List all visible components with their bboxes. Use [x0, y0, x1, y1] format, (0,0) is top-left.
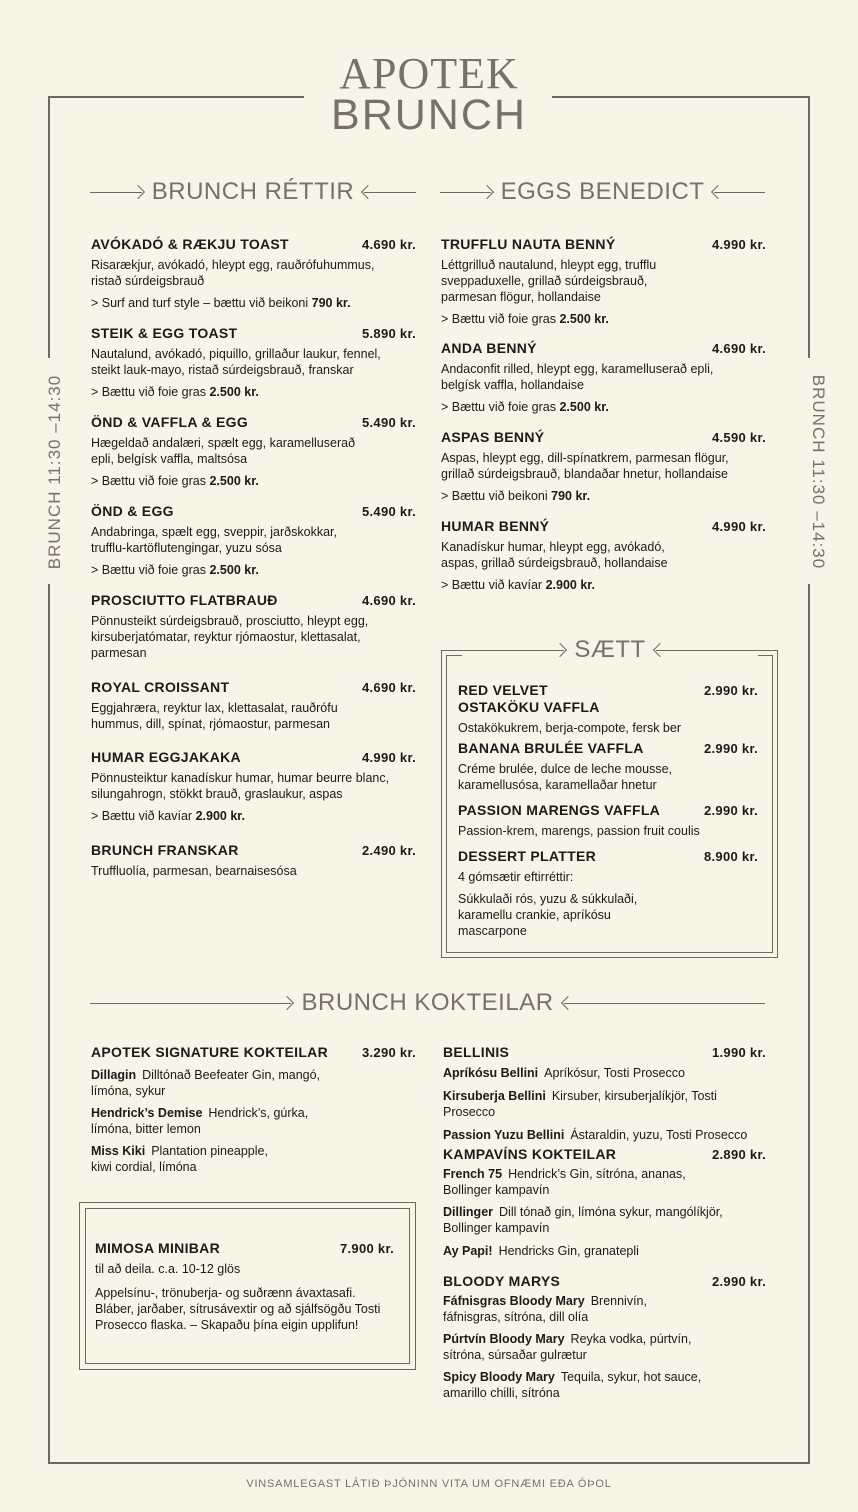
- frame-bottom: [48, 1462, 810, 1464]
- menu-item: DESSERT PLATTER 8.900 kr. 4 gómsætir eftirréttir: Súkkulaði rós, yuzu & súkkulaði, karamellu crankie, apríkósu mascarpone: [458, 848, 758, 938]
- section-brunch-rettir: BRUNCH RÉTTIR: [90, 178, 416, 206]
- arrow-right-icon: [90, 192, 142, 193]
- menu-item: RED VELVET OSTAKÖKU VAFFLA 2.990 kr. Ostakökukrem, berja-compote, fersk ber: [458, 682, 758, 735]
- menu-item: BRUNCH FRANSKAR 2.490 kr. Truffluolía, parmesan, bearnaisesósa: [91, 842, 416, 878]
- arrow-right-icon: [90, 1003, 291, 1004]
- menu-item: AVÓKADÓ & RÆKJU TOAST 4.690 kr. Risarækjur, avókadó, hleypt egg, rauðrófuhummus, ristað súrdeigsbrauð > Surf and turf style – bættu við beikoni 790 kr.: [91, 236, 416, 310]
- section-eggs-benedict: EGGS BENEDICT: [440, 178, 765, 206]
- menu-item: ANDA BENNÝ 4.690 kr. Andaconfit rilled, hleypt egg, karamelluserað epli, belgísk vaffla, hollandaise > Bættu við foie gras 2.500 kr.: [441, 340, 766, 414]
- side-hours-right: BRUNCH 11:30 –14:30: [809, 374, 829, 570]
- section-kokteilar: BRUNCH KOKTEILAR: [90, 989, 765, 1017]
- section-saett: SÆTT: [462, 636, 758, 664]
- menu-item: PROSCIUTTO FLATBRAUÐ 4.690 kr. Pönnusteikt súrdeigsbrauð, prosciutto, hleypt egg, kirsuberjatómatar, reyktur rjómaostur, klettasalat, parmesan: [91, 592, 416, 660]
- menu-item: BELLINIS 1.990 kr. Apríkósu Bellini Apríkósur, Tosti Prosecco Kirsuberja Bellini Kirsuber, kirsuberjalíkjör, Tosti Prosecco Passion Yuzu Bellini Ástaraldin, yuzu, Tosti Prosecco: [443, 1044, 766, 1142]
- arrow-right-icon: [462, 650, 564, 651]
- arrow-left-icon: [564, 1003, 765, 1004]
- arrow-right-icon: [440, 192, 491, 193]
- menu-item: ROYAL CROISSANT 4.690 kr. Eggjahræra, reyktur lax, klettasalat, rauðrófu hummus, dill, spínat, rjómaostur, parmesan: [91, 679, 416, 731]
- arrow-left-icon: [656, 650, 758, 651]
- logo: APOTEK: [339, 49, 519, 98]
- frame-right-bottom: [808, 584, 810, 1464]
- menu-item: ASPAS BENNÝ 4.590 kr. Aspas, hleypt egg, dill-spínatkrem, parmesan flögur, grillað súrdeigsbrauð, blandaðar hnetur, hollandaise > Bættu við beikoni 790 kr.: [441, 429, 766, 503]
- allergy-notice: VINSAMLEGAST LÁTIÐ ÞJÓNINN VITA UM OFNÆMI EÐA ÓÞOL: [246, 1478, 612, 1490]
- menu-item: STEIK & EGG TOAST 5.890 kr. Nautalund, avókadó, piquillo, grillaður laukur, fennel, steikt lauk-mayo, ristað súrdeigsbrauð, franskar > Bættu við foie gras 2.500 kr.: [91, 325, 416, 399]
- menu-item: BLOODY MARYS 2.990 kr. Fáfnisgras Bloody Mary Brennivín, fáfnisgras, sítróna, dill olía Púrtvín Bloody Mary Reyka vodka, púrtvín, sítróna, súrsaðar gulrætur Spicy Bloody Mary Tequila, sykur, hot sauce, amarillo chilli, sítróna: [443, 1273, 766, 1400]
- menu-item: ÖND & VAFFLA & EGG 5.490 kr. Hægeldað andalæri, spælt egg, karamelluserað epli, belgísk vaffla, maltsósa > Bættu við foie gras 2.500 kr.: [91, 414, 416, 488]
- menu-item: PASSION MARENGS VAFFLA 2.990 kr. Passion-krem, marengs, passion fruit coulis: [458, 802, 758, 838]
- menu-item: ÖND & EGG 5.490 kr. Andabringa, spælt egg, sveppir, jarðskokkar, trufflu-kartöflutengingar, yuzu sósa > Bættu við foie gras 2.500 kr.: [91, 503, 416, 577]
- arrow-left-icon: [364, 192, 416, 193]
- menu-item: APOTEK SIGNATURE KOKTEILAR 3.290 kr. Dillagin Dilltónað Beefeater Gin, mangó, límóna, sykur Hendrick’s Demise Hendrick’s, gúrka, límóna, bitter lemon Miss Kiki Plantation pineapple, kiwi cordial, límóna: [91, 1044, 416, 1174]
- menu-item: HUMAR BENNÝ 4.990 kr. Kanadískur humar, hleypt egg, avókadó, aspas, grillað súrdeigsbrauð, hollandaise > Bættu við kavíar 2.900 kr.: [441, 518, 766, 592]
- side-hours-left: BRUNCH 11:30 –14:30: [45, 374, 65, 570]
- menu-item: BANANA BRULÉE VAFFLA 2.990 kr. Créme brulée, dulce de leche mousse, karamellusósa, karamellaðar hnetur: [458, 740, 758, 792]
- menu-item: KAMPAVÍNS KOKTEILAR 2.890 kr. French 75 Hendrick’s Gin, sítróna, ananas, Bollinger kampavín Dillinger Dill tónað gin, límóna sykur, mangólíkjör, Bollinger kampavín Ay Papi! Hendricks Gin, granatepli: [443, 1146, 766, 1258]
- arrow-left-icon: [714, 192, 765, 193]
- frame-left-bottom: [48, 584, 50, 1464]
- menu-item: MIMOSA MINIBAR 7.900 kr. til að deila. c.a. 10-12 glös Appelsínu-, trönuberja- og suðrænn ávaxtasafi. Bláber, jarðaber, sítrusávextir og að sjálfsögðu Tosti Prosecco flaska. – Skapaðu þína eigin upplifun!: [95, 1240, 394, 1332]
- menu-item: HUMAR EGGJAKAKA 4.990 kr. Pönnusteiktur kanadískur humar, humar beurre blanc, silungahrogn, stökkt brauð, graslaukur, aspas > Bættu við kavíar 2.900 kr.: [91, 749, 416, 823]
- page-title: BRUNCH: [331, 91, 527, 139]
- menu-item: TRUFFLU NAUTA BENNÝ 4.990 kr. Léttgrilluð nautalund, hleypt egg, trufflu sveppaduxelle, grillað súrdeigsbrauð, parmesan flögur, hollandaise > Bættu við foie gras 2.500 kr.: [441, 236, 766, 326]
